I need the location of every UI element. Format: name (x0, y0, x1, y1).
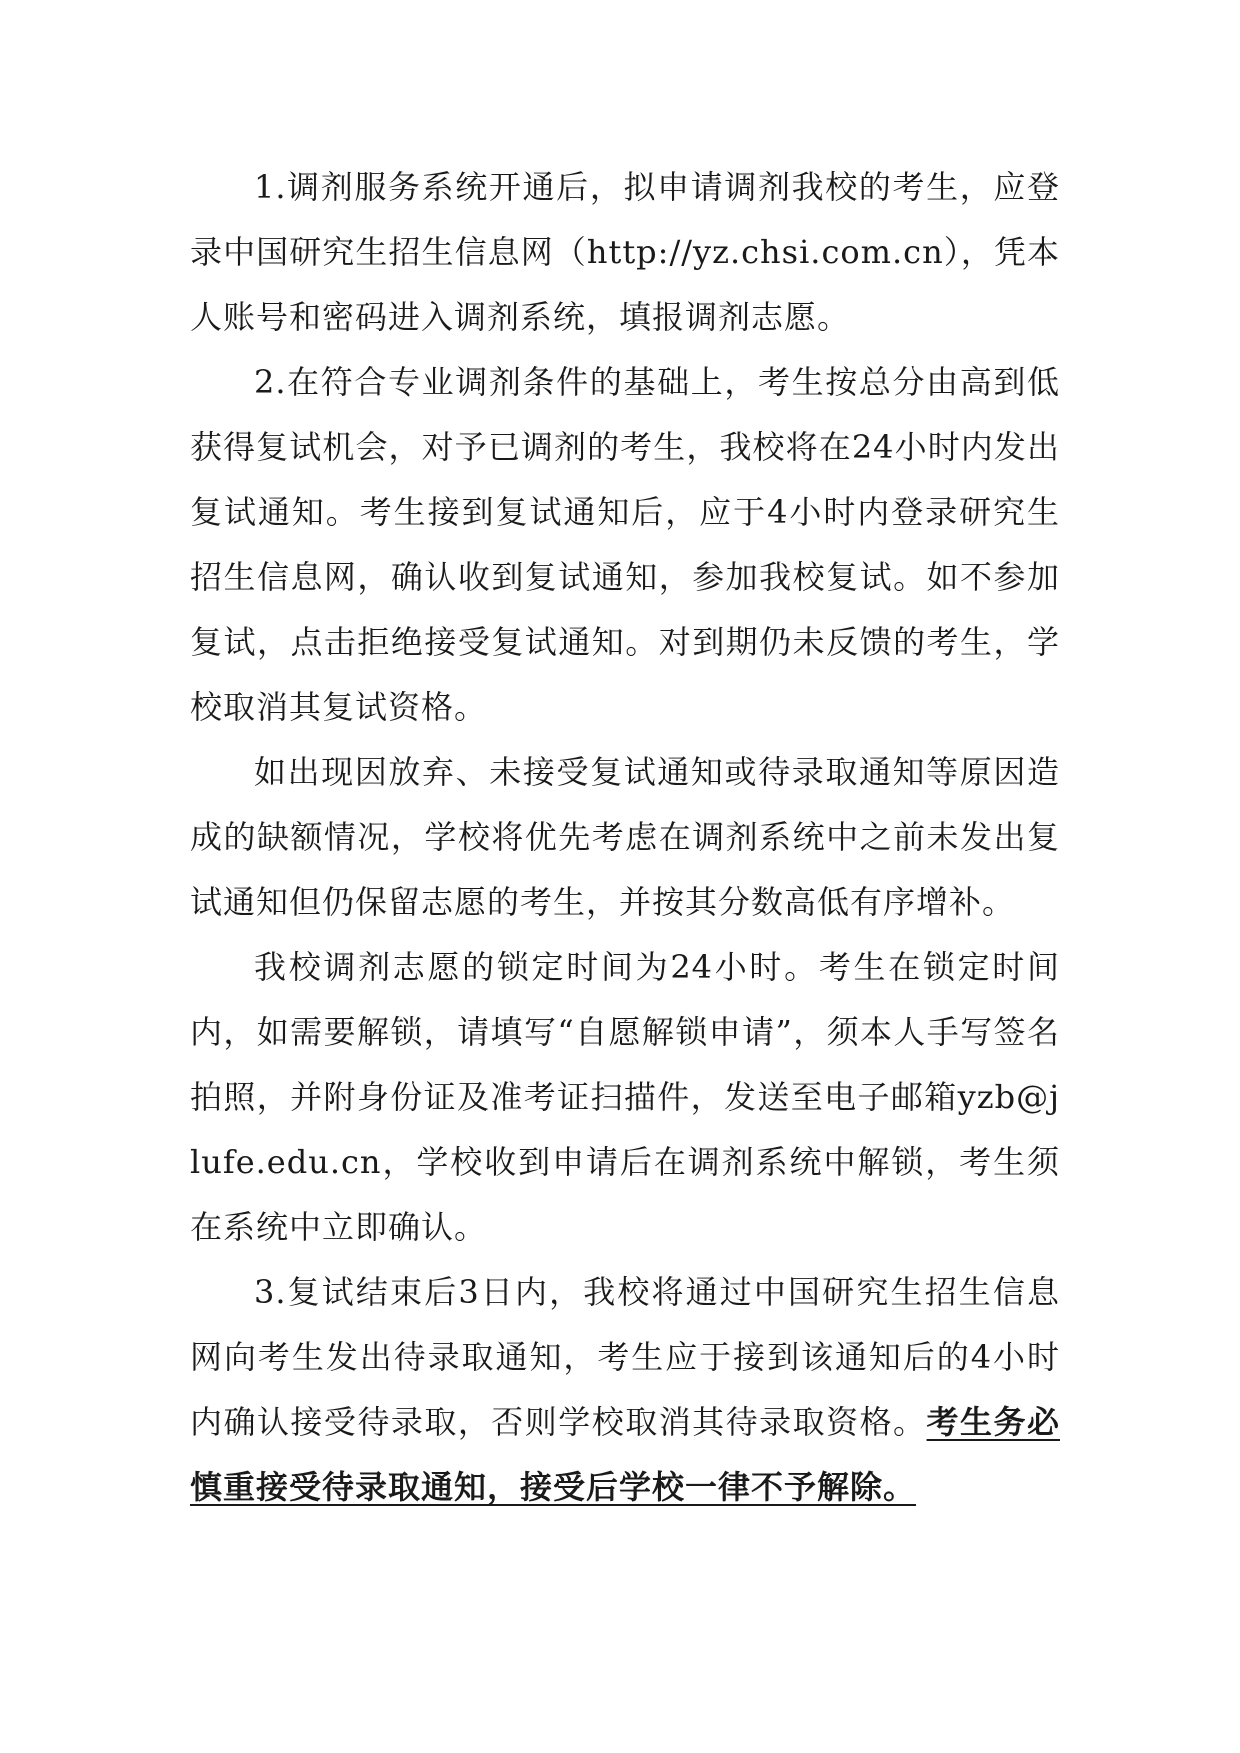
paragraph-1-text: 1.调剂服务系统开通后，拟申请调剂我校的考生，应登录中国研究生招生信息网（http://yz.chsi.com.cn），凭本人账号和密码进入调剂系统，填报调剂志愿。 (190, 168, 1060, 336)
paragraph-2 (190, 350, 1060, 740)
paragraph-1 (190, 155, 1060, 350)
paragraph-5-emphasis: 考生务必慎重接受待录取通知，接受后学校一律不予解除。 (190, 1403, 1060, 1506)
paragraph-2-text: 2.在符合专业调剂条件的基础上，考生按总分由高到低获得复试机会，对予已调剂的考生，我校将在24小时内发出复试通知。考生接到复试通知后，应于4小时内登录研究生招生信息网，确认收到复试通知，参加我校复试。如不参加复试，点击拒绝接受复试通知。对到期仍未反馈的考生，学校取消其复试资格。 (190, 363, 1060, 726)
paragraph-5 (190, 1260, 1060, 1520)
paragraph-3 (190, 740, 1060, 935)
paragraph-4 (190, 935, 1060, 1260)
paragraph-3-text: 如出现因放弃、未接受复试通知或待录取通知等原因造成的缺额情况，学校将优先考虑在调剂系统中之前未发出复试通知但仍保留志愿的考生，并按其分数高低有序增补。 (190, 753, 1060, 921)
paragraph-4-text: 我校调剂志愿的锁定时间为24小时。考生在锁定时间内，如需要解锁，请填写“自愿解锁申请”，须本人手写签名拍照，并附身份证及准考证扫描件，发送至电子邮箱yzb@jlufe.edu.cn，学校收到申请后在调剂系统中解锁，考生须在系统中立即确认。 (190, 948, 1060, 1246)
document-body (190, 155, 1060, 1520)
paragraph-5-text: 3.复试结束后3日内，我校将通过中国研究生招生信息网向考生发出待录取通知，考生应于接到该通知后的4小时内确认接受待录取，否则学校取消其待录取资格。 (190, 1273, 1060, 1441)
